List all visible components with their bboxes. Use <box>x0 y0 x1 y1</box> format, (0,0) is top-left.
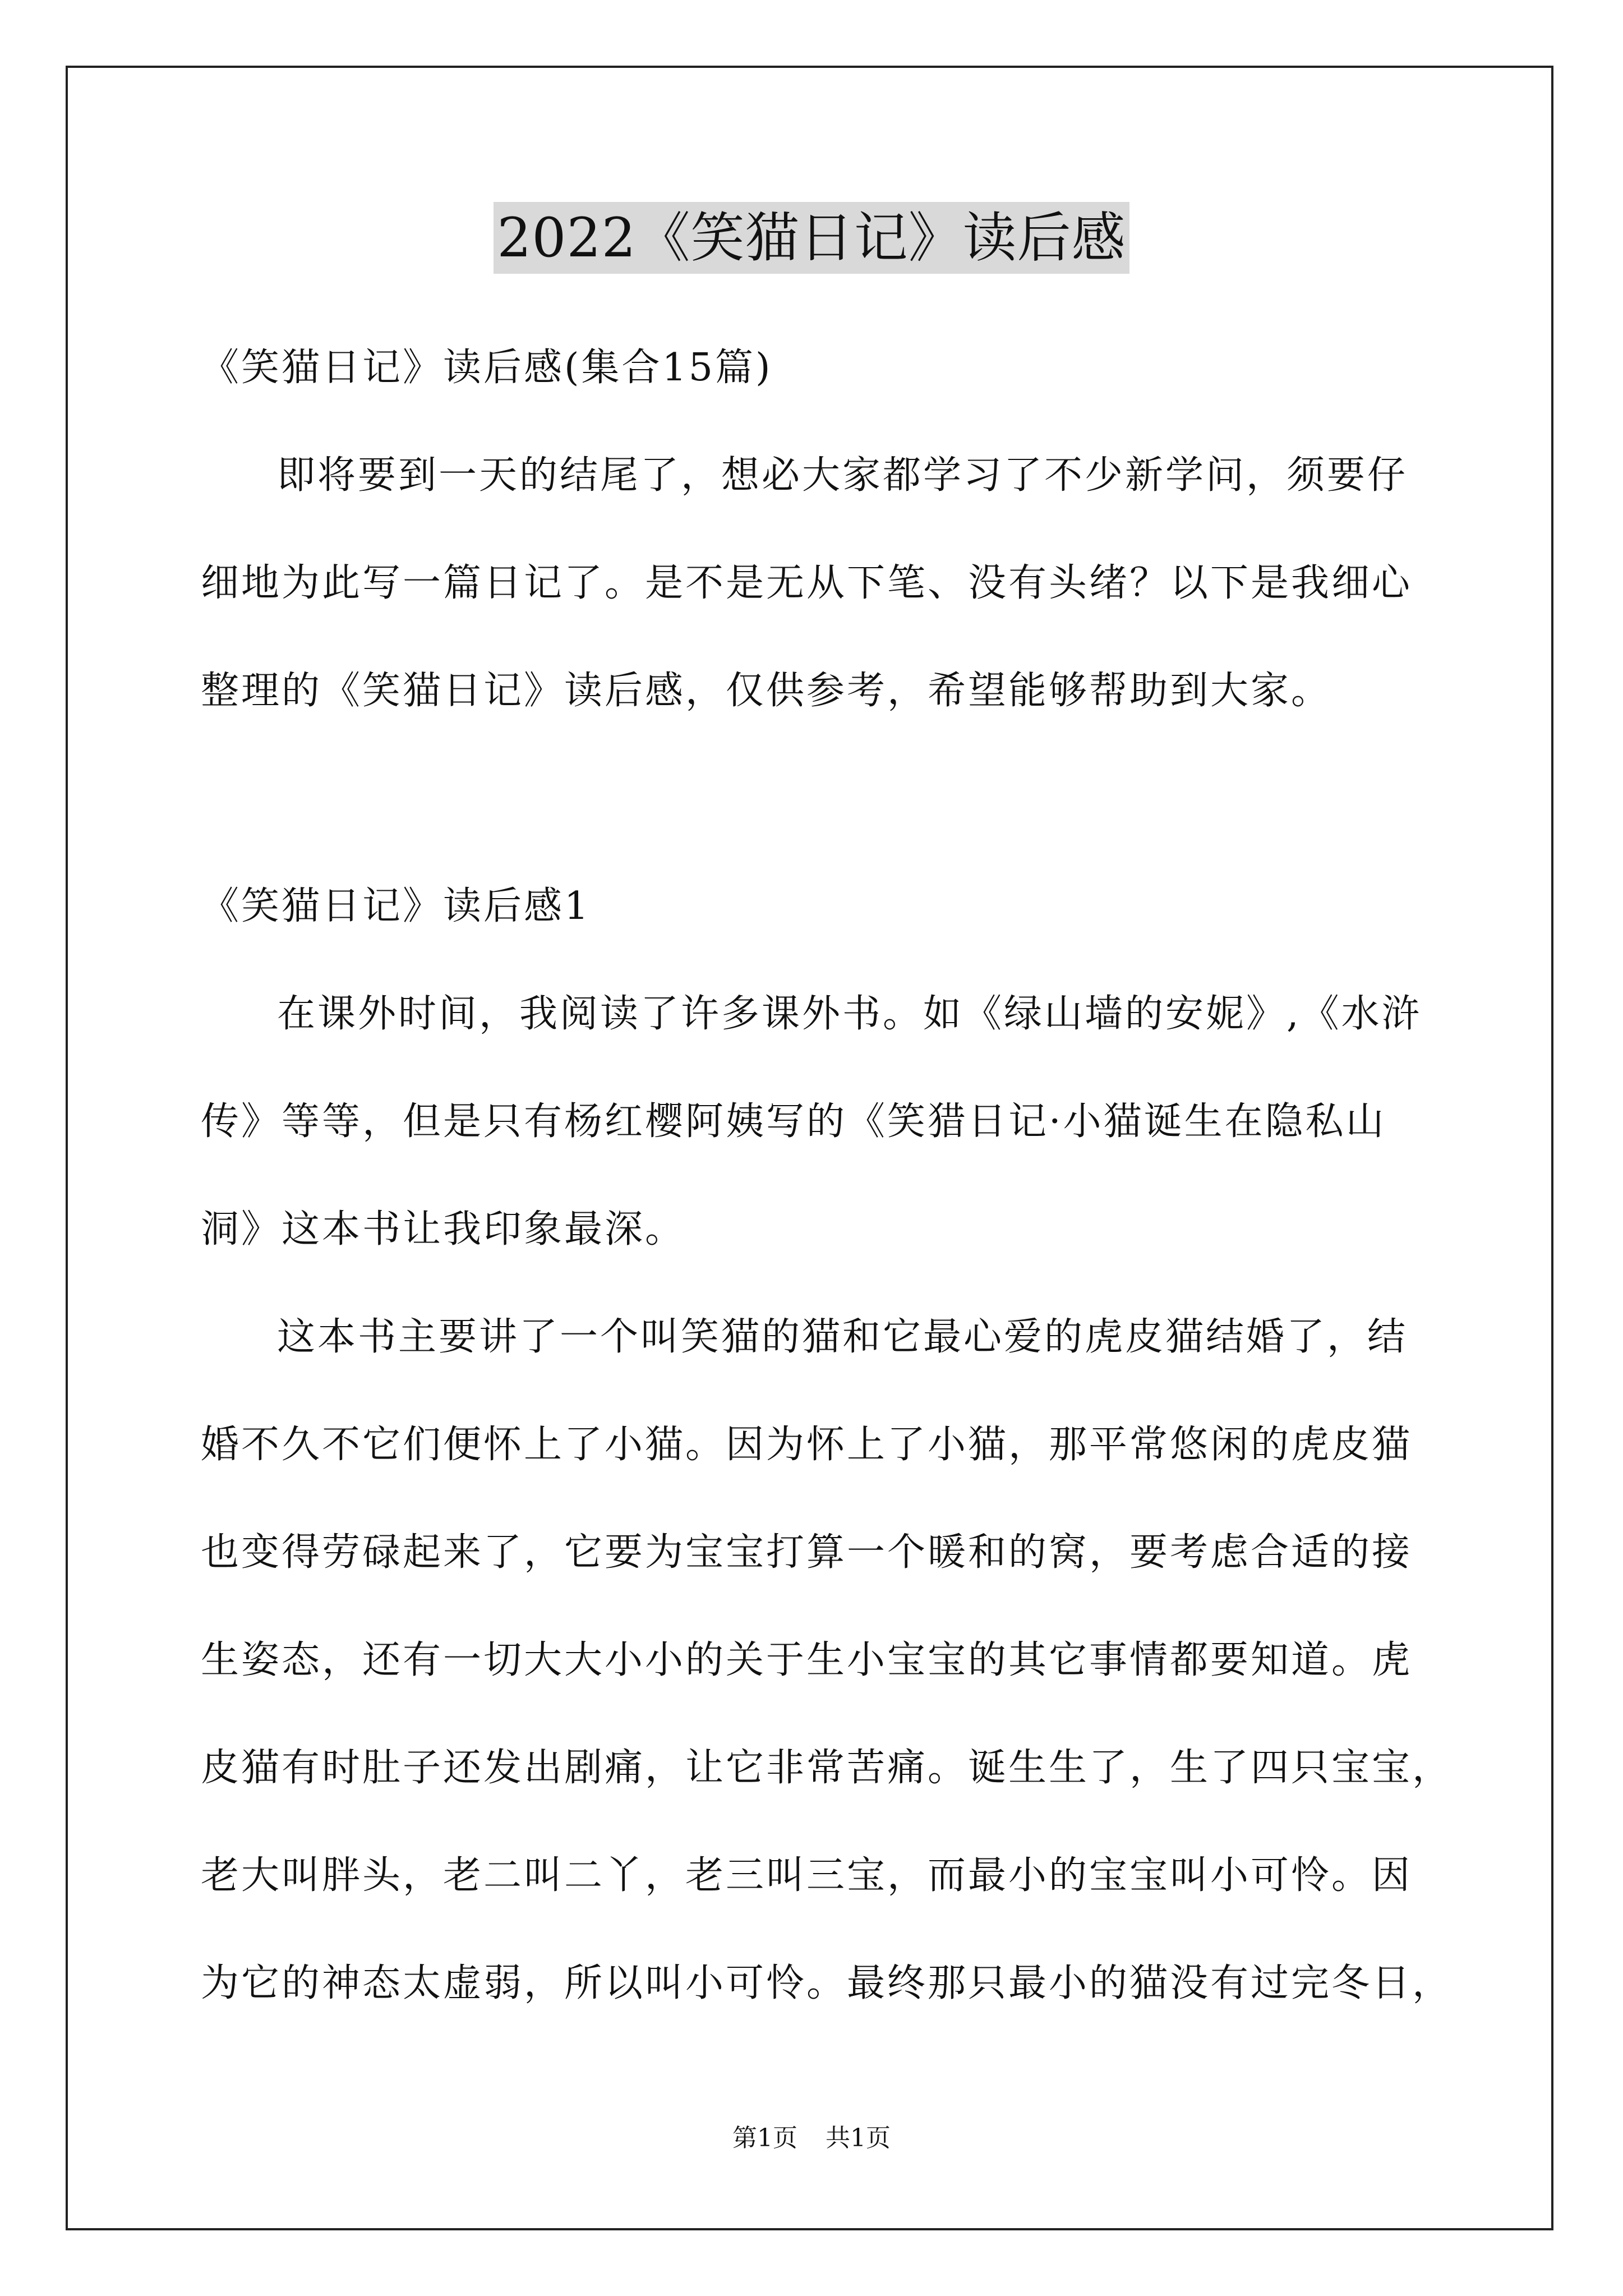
document-body <box>201 314 1453 2037</box>
paragraph2-line: 生姿态，还有一切大大小小的关于生小宝宝的其它事情都要知道。虎 <box>201 1638 1413 1682</box>
document-subtitle: 《笑猫日记》读后感(集合15篇) <box>201 346 773 390</box>
paragraph2-line: 这本书主要讲了一个叫笑猫的猫和它最心爱的虎皮猫结婚了，结 <box>277 1315 1408 1359</box>
page-footer <box>0 2122 1623 2155</box>
paragraph2-line: 皮猫有时肚子还发出剧痛，让它非常苦痛。诞生生了，生了四只宝宝， <box>201 1746 1453 1790</box>
title-container <box>0 202 1623 274</box>
intro-line: 细地为此写一篇日记了。是不是无从下笔、没有头绪？以下是我细心 <box>201 561 1413 605</box>
paragraph1-line: 洞》这本书让我印象最深。 <box>201 1207 686 1251</box>
paragraph1-line: 传》等等，但是只有杨红樱阿姨写的《笑猎日记·小猫诞生在隐私山 <box>201 1099 1386 1144</box>
page-number-current: 第1页 <box>732 2124 797 2152</box>
section-heading: 《笑猫日记》读后感1 <box>201 884 591 928</box>
page-number-total: 共1页 <box>826 2124 891 2152</box>
paragraph2-line: 婚不久不它们便怀上了小猫。因为怀上了小猫，那平常悠闲的虎皮猫 <box>201 1423 1413 1467</box>
intro-line: 整理的《笑猫日记》读后感，仅供参考，希望能够帮助到大家。 <box>201 669 1332 713</box>
intro-line: 即将要到一天的结尾了，想必大家都学习了不少新学问，须要仔 <box>277 453 1408 498</box>
paragraph2-line: 也变得劳碌起来了，它要为宝宝打算一个暖和的窝，要考虑合适的接 <box>201 1530 1413 1575</box>
paragraph2-line: 老大叫胖头，老二叫二丫，老三叫三宝，而最小的宝宝叫小可怜。因 <box>201 1853 1413 1898</box>
document-title: 2022《笑猫日记》读后感 <box>494 202 1129 274</box>
paragraph-gap <box>201 745 1429 853</box>
paragraph2-line: 为它的神态太虚弱，所以叫小可怜。最终那只最小的猫没有过完冬日， <box>201 1961 1453 2005</box>
paragraph1-line: 在课外时间，我阅读了许多课外书。如《绿山墙的安妮》,《水浒 <box>277 992 1422 1036</box>
